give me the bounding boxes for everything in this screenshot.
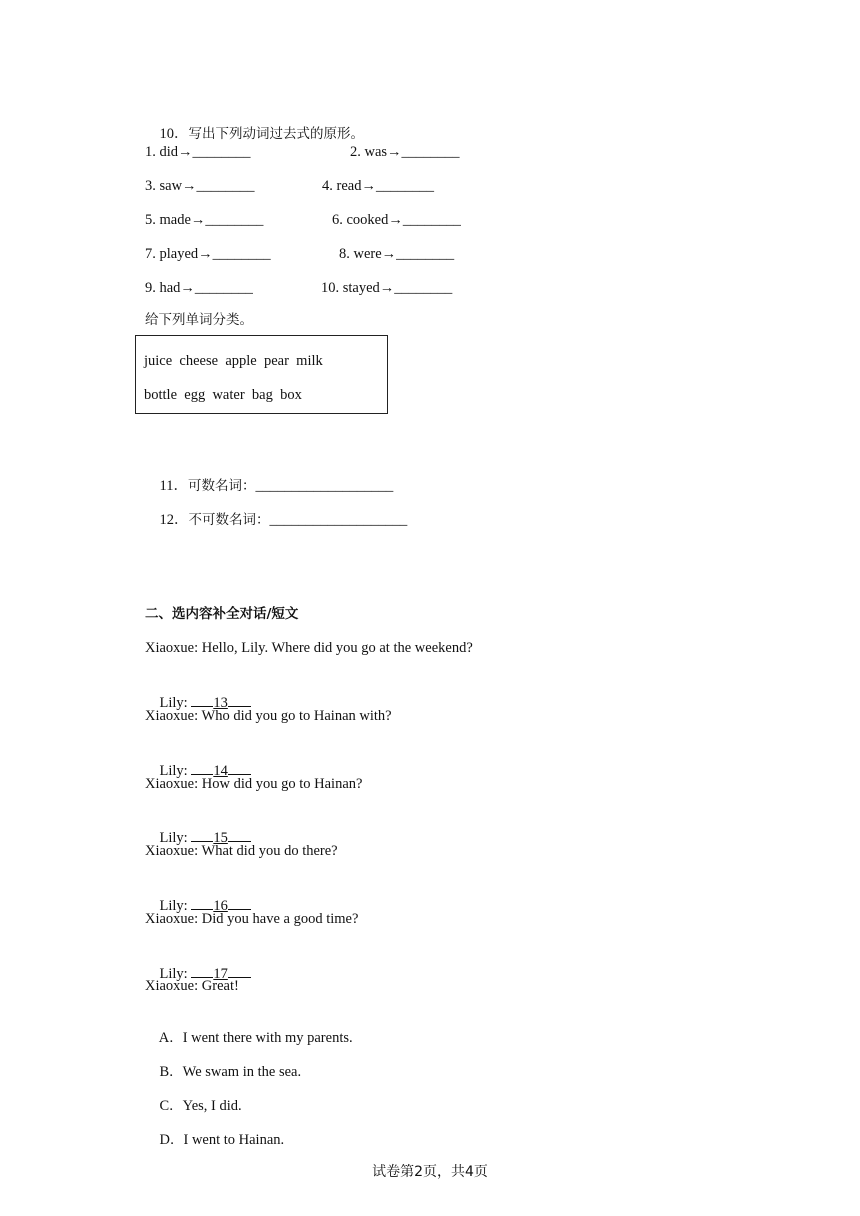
option-separator: ．: [169, 1098, 183, 1114]
speaker: Lily:: [159, 830, 188, 846]
blank-number[interactable]: 14: [213, 763, 228, 779]
blank-left: [191, 691, 213, 707]
verb-item-4: 4. read→________: [322, 178, 434, 194]
word-box-line-1: juice cheese apple pear milk: [144, 353, 323, 369]
blank-right: [228, 759, 251, 775]
verb-item-1: 1. did→________: [145, 144, 251, 160]
option-letter: A: [158, 1030, 170, 1046]
question-instruction: 写出下列动词过去式的原形。: [188, 126, 364, 142]
classify-instruction: 给下列单词分类。: [145, 312, 253, 328]
question-number: 12．: [159, 512, 189, 528]
blank-number[interactable]: 17: [213, 966, 228, 982]
answer-blank[interactable]: ___________________: [269, 512, 408, 528]
verb-item-8: 8. were→________: [339, 246, 455, 262]
blank-left: [191, 962, 213, 978]
speaker: Lily:: [159, 898, 188, 914]
blank-right: [228, 894, 251, 910]
option-separator: ．: [169, 1132, 184, 1148]
speaker: Lily:: [159, 695, 188, 711]
dialogue-line-1: Xiaoxue: Hello, Lily. Where did you go at the weekend?: [145, 640, 473, 656]
option-letter: B: [159, 1064, 170, 1080]
option-letter: C: [159, 1098, 170, 1114]
blank-left: [191, 894, 213, 910]
question-12: [145, 493, 407, 547]
word-box-line-2: bottle egg water bag box: [144, 387, 302, 403]
question-label: 可数名词：: [187, 478, 256, 494]
word-box: [135, 335, 388, 414]
dialogue-line-9: Xiaoxue: Did you have a good time?: [145, 911, 359, 927]
verb-item-10: 10. stayed→________: [321, 280, 453, 296]
dialogue-line-11: Xiaoxue: Great!: [145, 978, 239, 994]
option-text: I went there with my parents.: [182, 1030, 353, 1046]
section-2-heading: 二、选内容补全对话/短文: [145, 606, 299, 622]
blank-right: [228, 826, 251, 842]
blank-number[interactable]: 15: [213, 830, 228, 846]
dialogue-line-5: Xiaoxue: How did you go to Hainan?: [145, 776, 363, 792]
question-label: 不可数名词：: [188, 512, 270, 528]
blank-right: [228, 691, 251, 707]
blank-left: [191, 826, 213, 842]
question-number: 10．: [159, 126, 189, 142]
verb-item-2: 2. was→________: [350, 144, 460, 160]
speaker: Lily:: [159, 966, 188, 982]
option-letter: D: [159, 1132, 170, 1148]
verb-item-9: 9. had→________: [145, 280, 253, 296]
option-separator: ．: [169, 1064, 183, 1080]
blank-number[interactable]: 16: [213, 898, 228, 914]
option-separator: ．: [169, 1030, 183, 1046]
answer-blank[interactable]: ___________________: [255, 478, 394, 494]
option-text: Yes, I did.: [182, 1098, 242, 1114]
verb-item-3: 3. saw→________: [145, 178, 255, 194]
option-text: I went to Hainan.: [183, 1132, 285, 1148]
option-text: We swam in the sea.: [182, 1064, 302, 1080]
speaker: Lily:: [159, 763, 188, 779]
blank-number[interactable]: 13: [213, 695, 228, 711]
question-number: 11．: [159, 478, 188, 494]
option-d: [145, 1113, 284, 1167]
blank-left: [191, 759, 213, 775]
blank-right: [228, 962, 251, 978]
verb-item-5: 5. made→________: [145, 212, 264, 228]
dialogue-line-3: Xiaoxue: Who did you go to Hainan with?: [145, 708, 392, 724]
dialogue-line-7: Xiaoxue: What did you do there?: [145, 843, 338, 859]
verb-item-6: 6. cooked→________: [332, 212, 461, 228]
page-footer: 试卷第2页，共4页: [372, 1164, 488, 1180]
verb-item-7: 7. played→________: [145, 246, 271, 262]
